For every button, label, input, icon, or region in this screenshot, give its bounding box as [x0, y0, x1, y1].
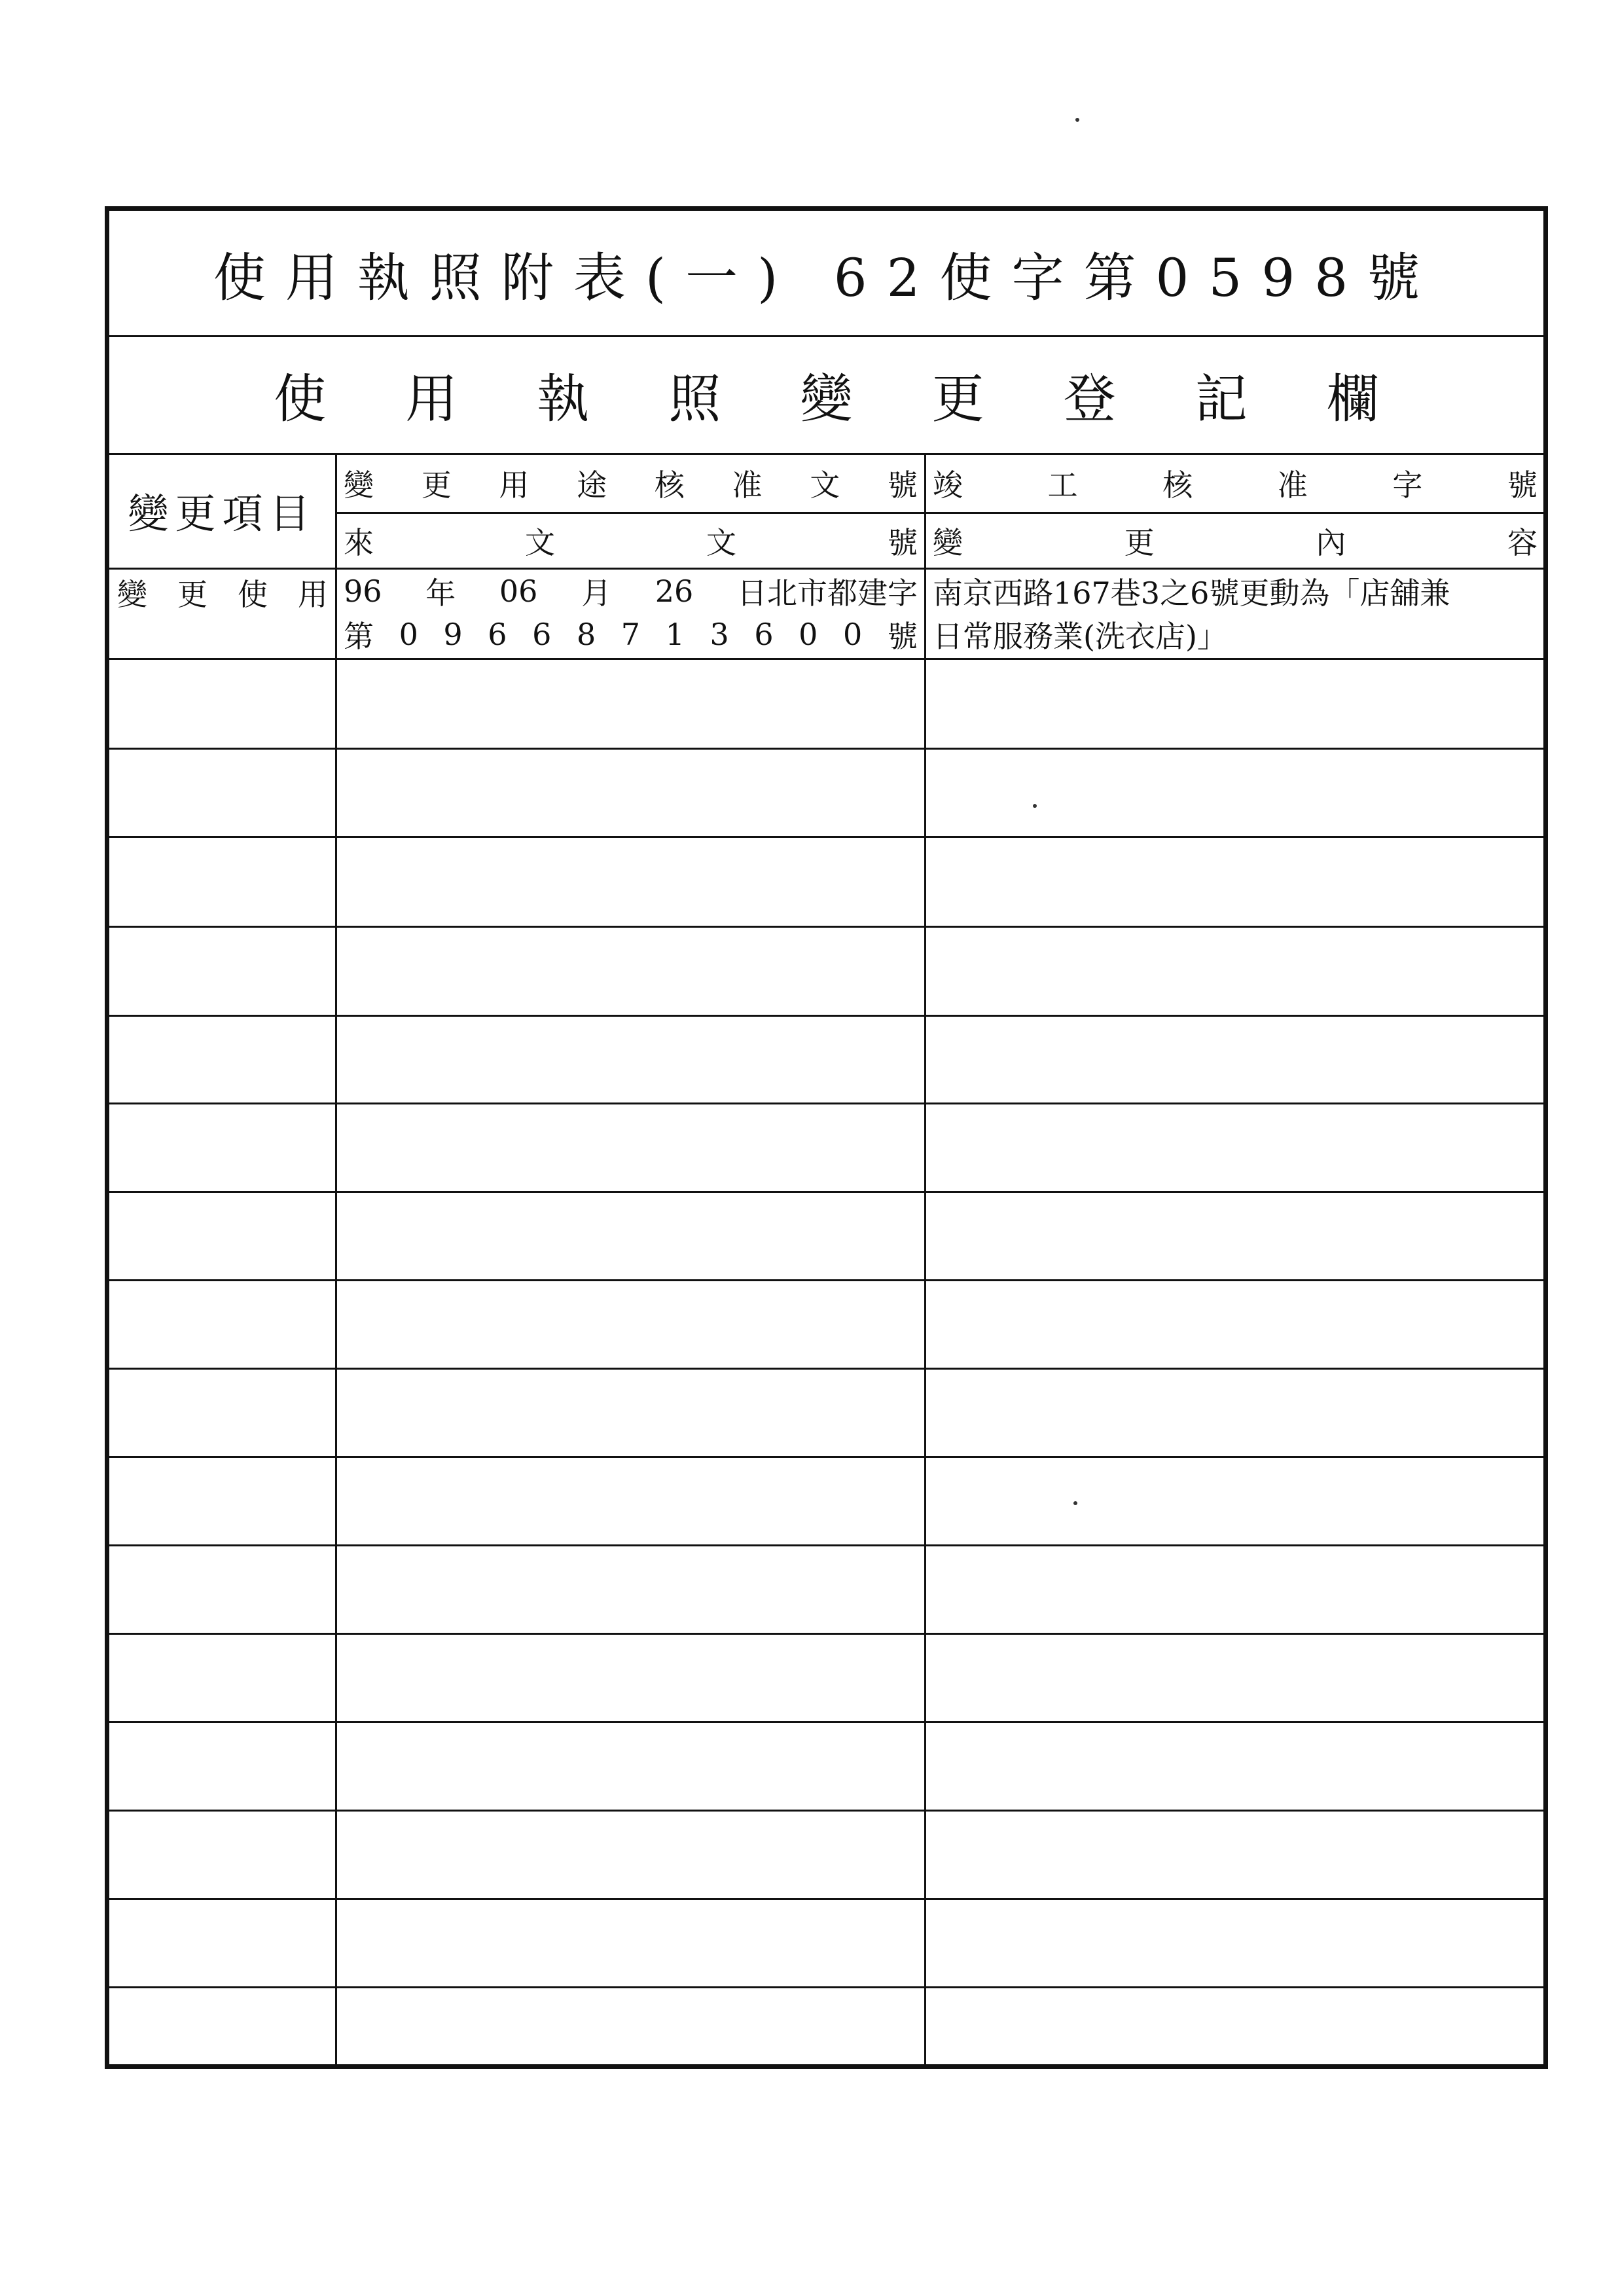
- row-doc-token: 1: [665, 617, 685, 652]
- header-char: 更: [1124, 525, 1155, 560]
- row-doc-token: 號: [887, 619, 918, 654]
- header-approval-no: [338, 454, 923, 512]
- row-divider: [109, 1633, 1543, 1635]
- row-item-char: 更: [177, 577, 207, 612]
- row-doc-token: 9: [443, 617, 463, 652]
- row-divider: [109, 1810, 1543, 1812]
- row-divider: [109, 836, 1543, 838]
- header-item: 變更項目: [128, 490, 317, 538]
- row-divider: [109, 1456, 1543, 1458]
- column-divider: [335, 453, 337, 2064]
- header-char: 准: [1277, 467, 1308, 503]
- row-item-char: 用: [298, 577, 328, 612]
- subtitle-char: 欄: [1326, 368, 1379, 429]
- subtitle-char: 登: [1063, 368, 1116, 429]
- header-change-content: [927, 514, 1543, 568]
- row-content-line1: 南京西路167巷3之6號更動為「店舖兼: [933, 575, 1450, 611]
- row-divider: [109, 1986, 1543, 1988]
- subtitle-char: 照: [668, 368, 721, 429]
- row-divider: [109, 1721, 1543, 1723]
- header-char: 字: [1392, 467, 1423, 503]
- header-char: 內: [1316, 525, 1346, 560]
- header-char: 途: [577, 467, 607, 503]
- row-doc-token: 0: [799, 617, 818, 652]
- row-doc-token: 8: [576, 617, 596, 652]
- divider: [109, 335, 1543, 337]
- row-doc-token: 月: [581, 575, 612, 611]
- row-doc-line2: [338, 613, 923, 656]
- row-doc-token: 0: [399, 617, 418, 652]
- subtitle-char: 使: [274, 368, 327, 429]
- row-doc-token: 第: [344, 619, 374, 654]
- subtitle-char: 變: [800, 368, 853, 429]
- row-doc-token: 6: [532, 617, 552, 652]
- header-char: 文: [810, 467, 840, 503]
- scan-speck: [1073, 1501, 1077, 1505]
- header-char: 變: [344, 467, 374, 503]
- header-incoming-doc: [338, 514, 923, 568]
- row-divider: [109, 926, 1543, 928]
- column-divider: [924, 453, 926, 2064]
- row-divider: [109, 658, 1543, 660]
- row-item-char: 變: [117, 577, 147, 612]
- row-doc-token: 96: [344, 574, 382, 609]
- row-doc-token: 3: [710, 617, 729, 652]
- row-doc-token: 7: [620, 617, 641, 652]
- row-doc-token: 06: [499, 574, 538, 609]
- header-char: 竣: [933, 467, 963, 503]
- header-char: 號: [888, 525, 918, 560]
- row-doc-token: 6: [488, 617, 507, 652]
- header-completion-no: [927, 454, 1543, 512]
- row-doc-token: 6: [754, 617, 774, 652]
- header-char: 文: [525, 525, 555, 560]
- row-doc-token: 日北市都建字: [737, 575, 918, 611]
- subtitle-char: 執: [537, 368, 590, 429]
- header-char: 容: [1507, 525, 1537, 560]
- header-char: 核: [654, 467, 685, 503]
- scan-speck: [1033, 804, 1037, 808]
- form-subtitle: [109, 338, 1543, 450]
- row-divider: [109, 748, 1543, 750]
- usage-permit-form: [105, 206, 1548, 2069]
- header-char: 更: [421, 467, 452, 503]
- row-divider: [109, 1898, 1543, 1900]
- header-char: 來: [344, 525, 374, 560]
- row-divider: [109, 1191, 1543, 1193]
- row-doc-token: 26: [655, 574, 694, 609]
- header-char: 號: [887, 467, 918, 503]
- scan-speck: [1075, 118, 1079, 122]
- row-doc-token: 年: [425, 575, 456, 611]
- row-content-line2: 日常服務業(洗衣店)」: [933, 619, 1227, 654]
- header-char: 核: [1162, 467, 1193, 503]
- row-item: [115, 570, 331, 615]
- subtitle-char: 更: [931, 368, 984, 429]
- row-divider: [109, 1544, 1543, 1546]
- header-char: 用: [499, 467, 530, 503]
- header-char: 變: [933, 525, 963, 560]
- row-divider: [109, 1279, 1543, 1281]
- subtitle-char: 記: [1195, 368, 1248, 429]
- header-char: 文: [706, 525, 736, 560]
- header-char: 工: [1047, 467, 1078, 503]
- form-title: 使用執照附表(一) 62使字第0598號: [213, 247, 1440, 308]
- row-divider: [109, 1368, 1543, 1370]
- subtitle-char: 用: [405, 368, 458, 429]
- row-item-char: 使: [238, 577, 268, 612]
- row-doc-token: 0: [843, 617, 863, 652]
- row-divider: [109, 1102, 1543, 1104]
- row-doc-line1: [338, 570, 923, 613]
- row-divider: [109, 1015, 1543, 1017]
- header-char: 准: [732, 467, 763, 503]
- header-char: 號: [1507, 467, 1537, 503]
